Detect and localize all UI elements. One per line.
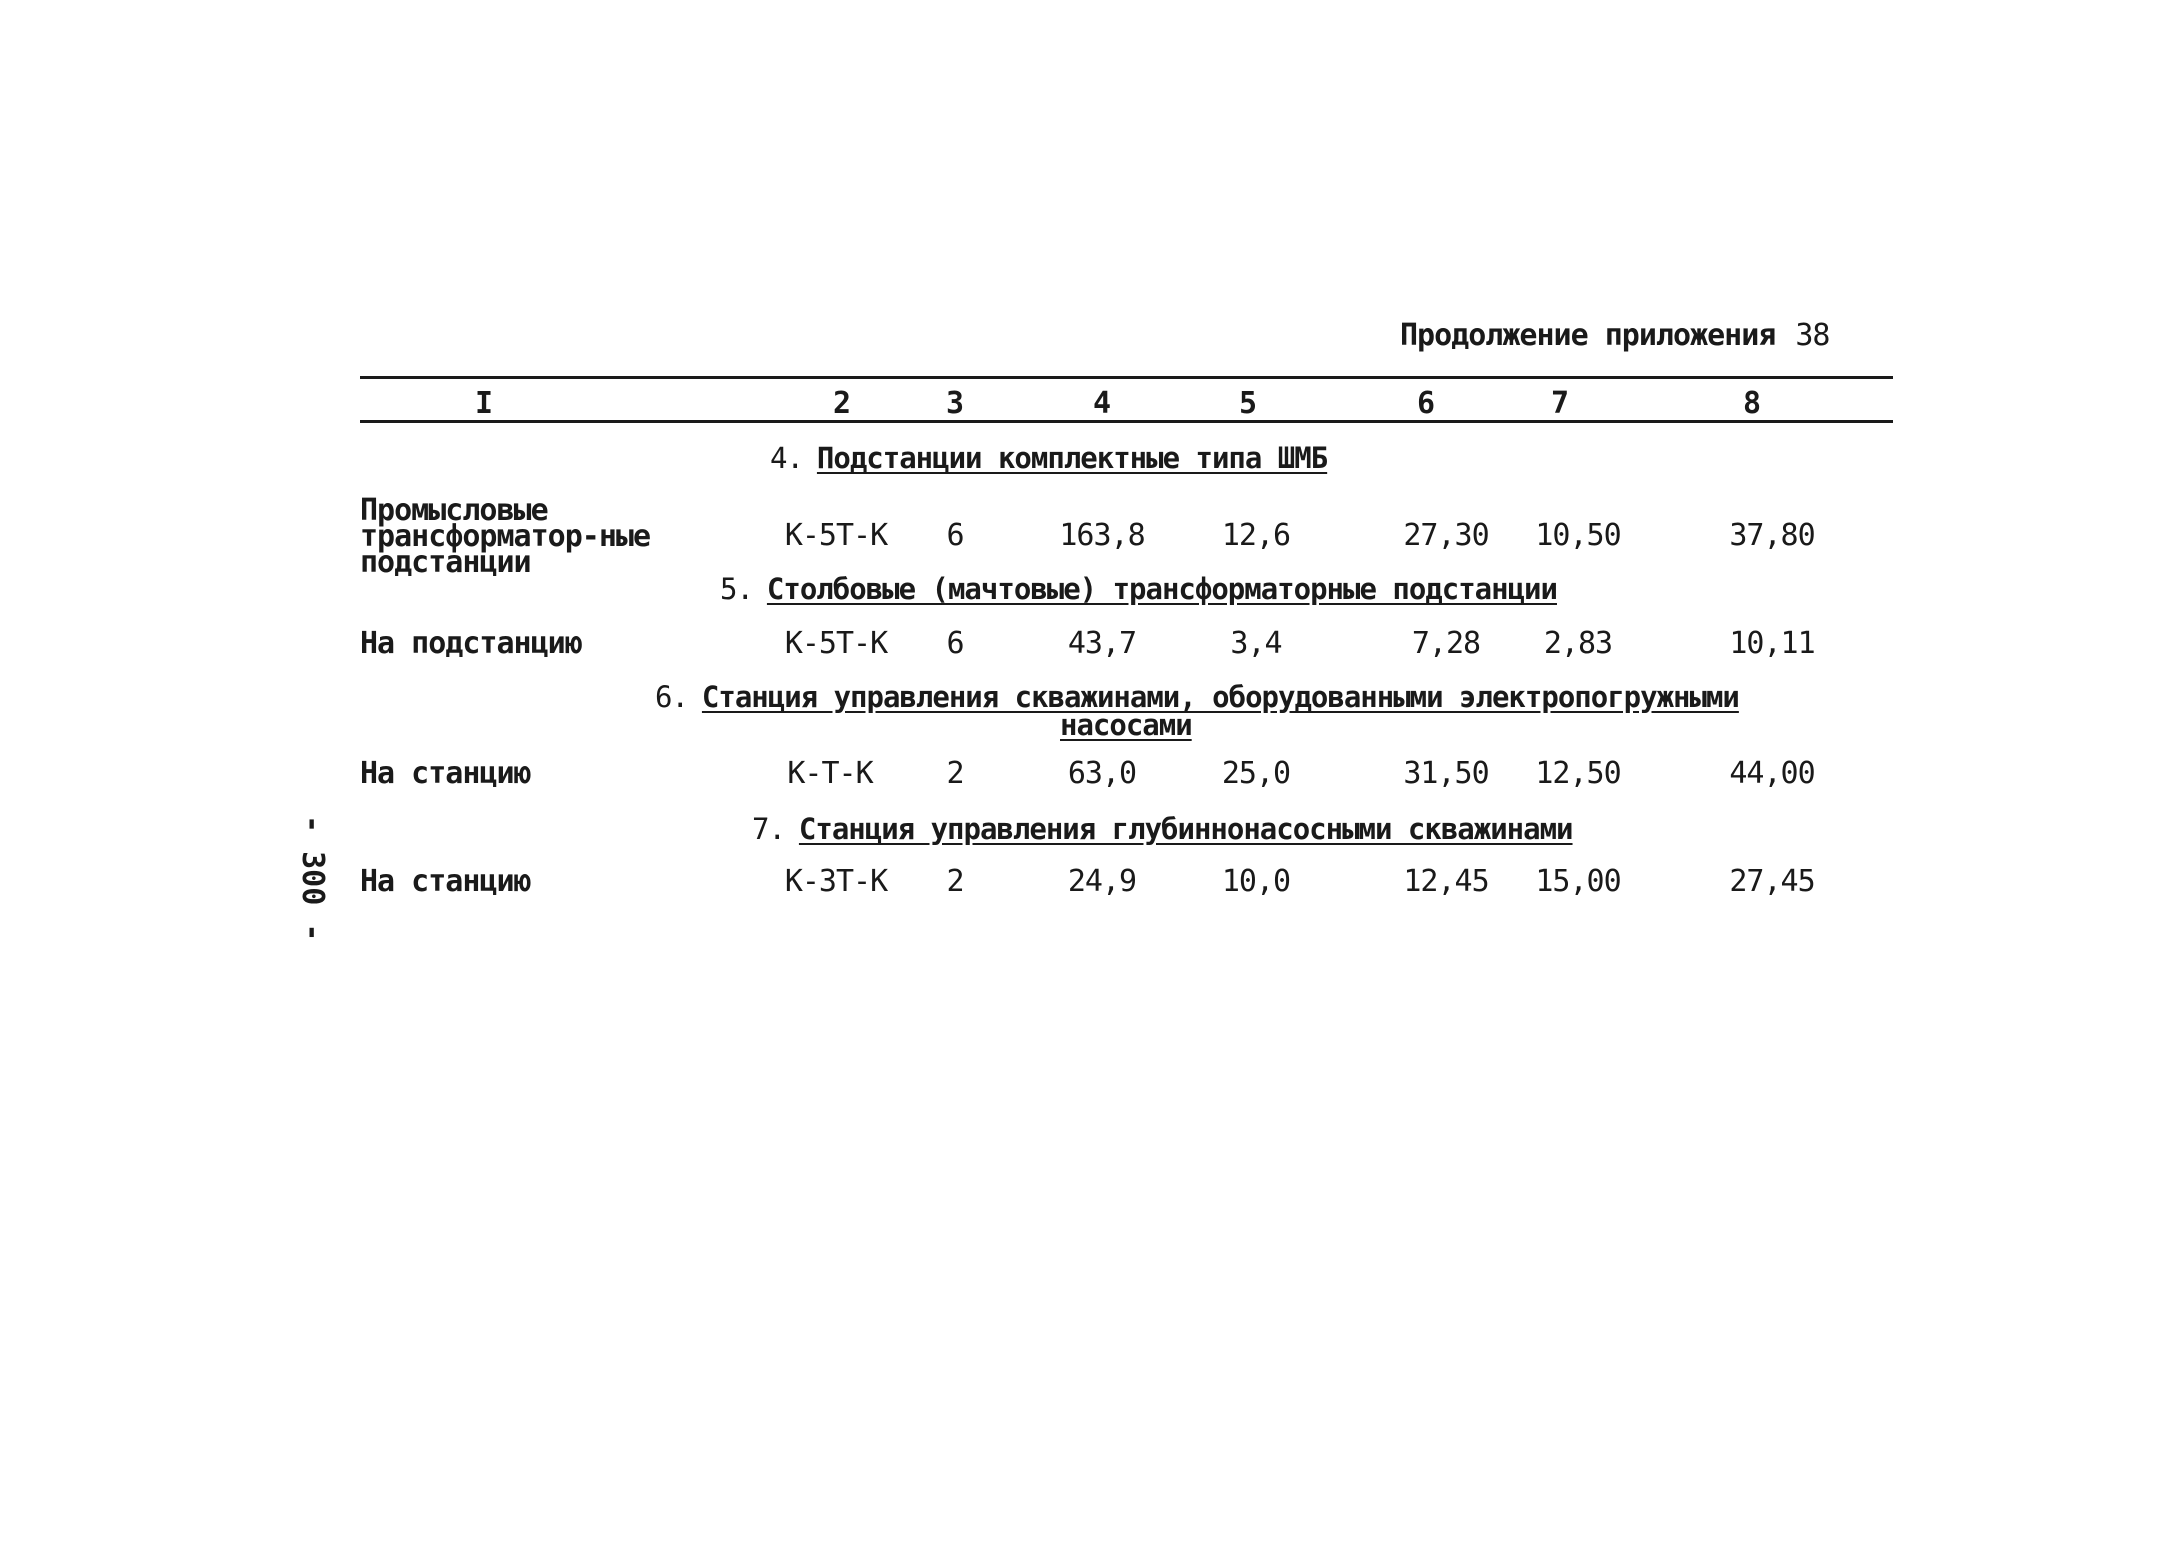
cell-col4: 163,8: [1059, 518, 1145, 553]
cell-col3: 6: [946, 626, 964, 661]
cell-col3: 2: [946, 756, 964, 791]
cell-col4: 43,7: [1067, 626, 1137, 661]
cell-col2: К-3Т-К: [784, 864, 888, 899]
column-number-2: 2: [832, 386, 852, 421]
cell-col5: 10,0: [1221, 864, 1291, 899]
row-name: На подстанцию: [360, 626, 582, 661]
continuation-text: Продолжение приложения: [1400, 318, 1776, 353]
cell-col8: 10,11: [1729, 626, 1815, 661]
row-name: На станцию: [360, 756, 531, 791]
column-number-7: 7: [1550, 386, 1570, 421]
section-title-5: [720, 572, 1557, 606]
section-number: 6.: [655, 680, 688, 714]
cell-col6: 31,50: [1403, 756, 1489, 791]
cell-col6: 7,28: [1411, 626, 1481, 661]
section-number: 7.: [752, 812, 785, 846]
section-title-text: Столбовые (мачтовые) трансформаторные подстанции: [766, 572, 1557, 606]
cell-col2: К-5Т-К: [784, 626, 888, 661]
cell-col6: 27,30: [1403, 518, 1489, 553]
cell-col8: 37,80: [1729, 518, 1815, 553]
cell-col4: 63,0: [1067, 756, 1137, 791]
appendix-number: 38: [1795, 318, 1830, 353]
section-title-6: [655, 680, 1739, 714]
cell-col7: 10,50: [1535, 518, 1621, 553]
cell-col5: 3,4: [1230, 626, 1282, 661]
cell-col3: 2: [946, 864, 964, 899]
column-number-3: 3: [945, 386, 965, 421]
column-number-4: 4: [1092, 386, 1112, 421]
table-header-rule: [360, 420, 1893, 423]
cell-col6: 12,45: [1403, 864, 1489, 899]
section-title-4: [770, 441, 1327, 475]
column-number-5: 5: [1238, 386, 1258, 421]
section-number: 4.: [770, 441, 803, 475]
table-top-rule: [360, 376, 1893, 379]
section-number: 5.: [720, 572, 753, 606]
row-name: На станцию: [360, 864, 531, 899]
cell-col2: К-Т-К: [787, 756, 873, 791]
cell-col8: 44,00: [1729, 756, 1815, 791]
margin-page-number: - 300 -: [295, 815, 330, 942]
row-name: Промысловые трансформатор-ные подстанции: [360, 493, 651, 580]
cell-col4: 24,9: [1067, 864, 1137, 899]
cell-col8: 27,45: [1729, 864, 1815, 899]
column-number-1: I: [474, 386, 494, 421]
column-number-6: 6: [1416, 386, 1436, 421]
cell-col3: 6: [946, 518, 964, 553]
continuation-header: [1400, 318, 1829, 353]
cell-col2: К-5Т-К: [784, 518, 888, 553]
section-title-text: Станция управления глубиннонасосными скважинами: [798, 812, 1573, 846]
section-title-text-line2: насосами: [1060, 708, 1192, 742]
section-title-7: [752, 812, 1573, 846]
section-title-text: Подстанции комплектные типа ШМБ: [816, 441, 1328, 475]
cell-col5: 12,6: [1221, 518, 1291, 553]
cell-col7: 15,00: [1535, 864, 1621, 899]
section-title-text-line1: Станция управления скважинами, оборудованными электропогружными: [701, 680, 1739, 714]
cell-col5: 25,0: [1221, 756, 1291, 791]
cell-col7: 12,50: [1535, 756, 1621, 791]
column-number-8: 8: [1742, 386, 1762, 421]
section-title-6-line2: [1060, 708, 1192, 742]
cell-col7: 2,83: [1543, 626, 1613, 661]
